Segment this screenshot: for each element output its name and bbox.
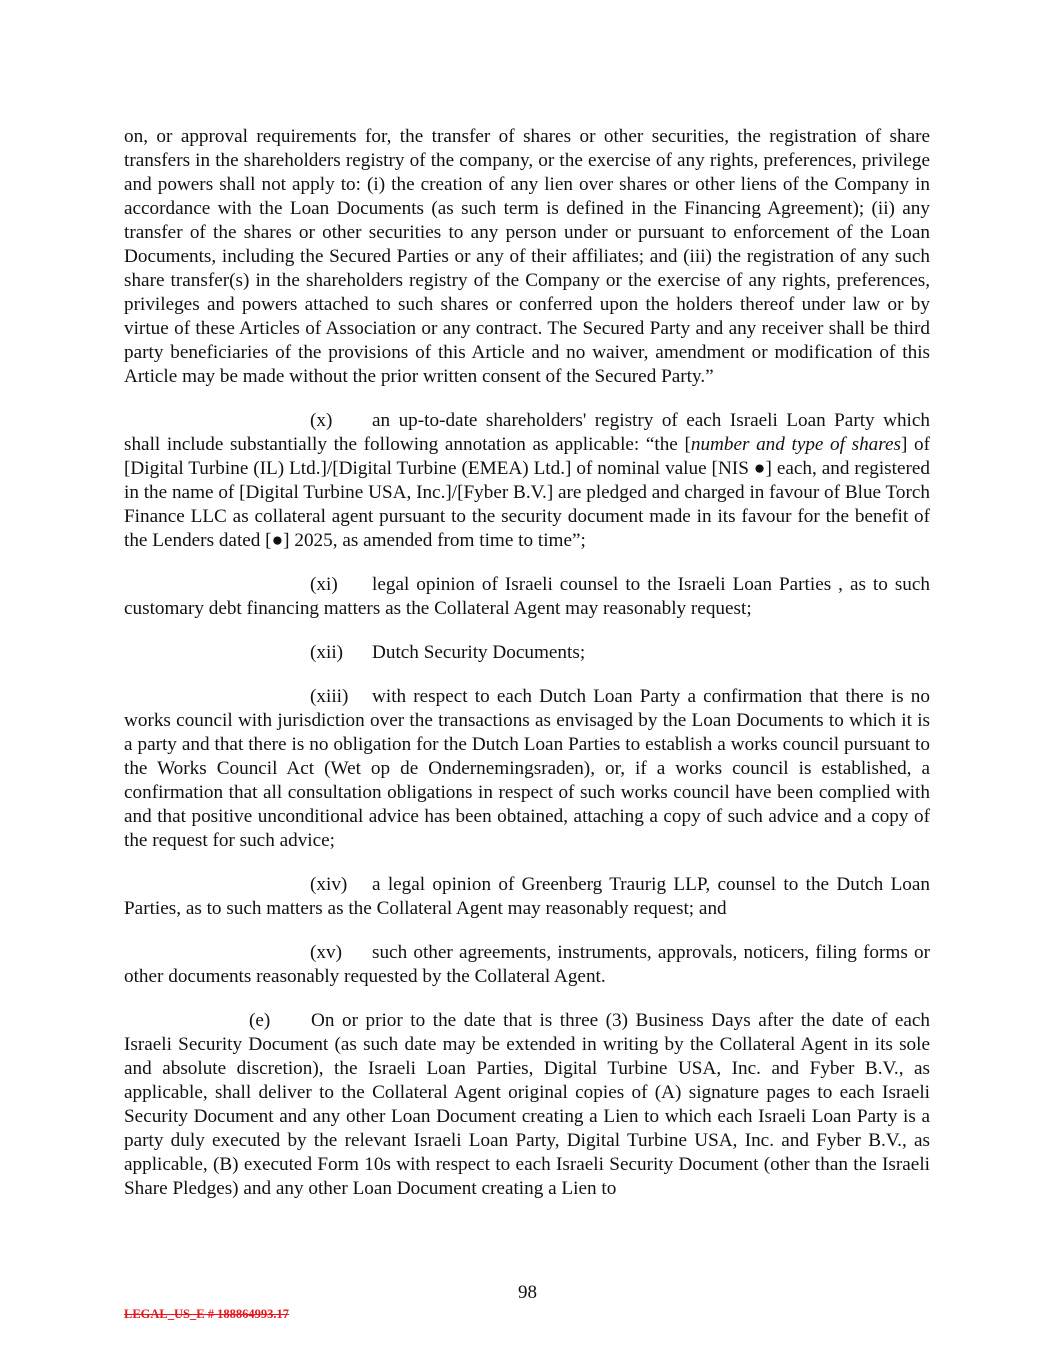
list-item-xi [124,573,930,621]
item-label: (xii) [310,642,344,663]
item-text-before: an up-to-date shareholders' registry of each Israeli Loan Party which shall include substantially the following annotation as applicable: “the [ [124,410,930,455]
list-item-xiii [124,685,930,853]
item-label: (x) [310,410,333,431]
item-italic-placeholder: number and type of shares [690,434,901,455]
section-text: On or prior to the date that is three (3) Business Days after the date of each Israeli Security Document (as such date may be extended in writing by the Collateral Agent in its sole and absolute discretion), the Israeli Loan Parties, Digital Turbine USA, Inc. and Fyber B.V., as applicable, shall deliver to the Collateral Agent original copies of (A) signature pages to each Israeli Security Document and any other Loan Document creating a Lien to which each Israeli Loan Party is a party duly executed by the relevant Israeli Loan Party, Digital Turbine USA, Inc. and Fyber B.V., as applicable, (B) executed Form 10s with respect to each Israeli Security Document (other than the Israeli Share Pledges) and any other Loan Document creating a Lien to [124,1010,930,1199]
item-text: with respect to each Dutch Loan Party a confirmation that there is no works council with jurisdiction over the transactions as envisaged by the Loan Documents to which it is a party and that there is no obligation for the Dutch Loan Parties to establish a works council pursuant to the Works Council Act (Wet op de Ondernemingsraden), or, if a works council is established, a confirmation that all consultation obligations in respect of such works council have been complied with and that positive unconditional advice has been obtained, attaching a copy of such advice and a copy of the request for such advice; [124,686,930,851]
item-label: (xi) [310,574,338,595]
list-item-xv [124,941,930,989]
item-text-after: ] of [Digital Turbine (IL) Ltd.]/[Digital Turbine (EMEA) Ltd.] of nominal value [NIS ●] each, and registered in the name of [Digital Turbine USA, Inc.]/[Fyber B.V.] are pledged and charged in favour of Blue Torch Finance LLC as collateral agent pursuant to the security document made in its favour for the benefit of the Lenders dated [●] 2025, as amended from time to time”; [124,434,930,551]
list-item-xiv [124,873,930,921]
continuation-paragraph: on, or approval requirements for, the transfer of shares or other securities, the registration of share transfers in the shareholders registry of the company, or the exercise of any rights, preferences, privilege and powers shall not apply to: (i) the creation of any lien over shares or other liens of the Company in accordance with the Loan Documents (as such term is defined in the Financing Agreement); (ii) any transfer of the shares or other securities to any person under or pursuant to enforcement of the Loan Documents, including the Secured Parties or any of their affiliates; and (iii) the registration of any such share transfer(s) in the shareholders registry of the Company or the exercise of any rights, preferences, privileges and powers attached to such shares or conferred upon the holders thereof under law or by virtue of these Articles of Association or any contract. The Secured Party and any receiver shall be third party beneficiaries of the provisions of this Article and no waiver, amendment or modification of this Article may be made without the prior written consent of the Secured Party.” [124,126,930,387]
item-text: legal opinion of Israeli counsel to the Israeli Loan Parties , as to such customary debt financing matters as the Collateral Agent may reasonably request; [124,574,930,619]
section-label: (e) [249,1010,271,1031]
document-page [124,125,930,1221]
item-text: a legal opinion of Greenberg Traurig LLP, counsel to the Dutch Loan Parties, as to such matters as the Collateral Agent may reasonably request; and [124,874,930,919]
item-text: Dutch Security Documents; [372,642,586,663]
item-text: such other agreements, instruments, approvals, noticers, filing forms or other documents reasonably requested by the Collateral Agent. [124,942,930,987]
list-item-x [124,409,930,553]
page-number: 98 [518,1282,537,1303]
item-label: (xiv) [310,874,348,895]
list-item-xii [124,641,930,665]
document-id-footer: LEGAL_US_E # 188864993.17 [124,1307,289,1321]
item-label: (xiii) [310,686,349,707]
section-e [124,1009,930,1201]
item-label: (xv) [310,942,342,963]
